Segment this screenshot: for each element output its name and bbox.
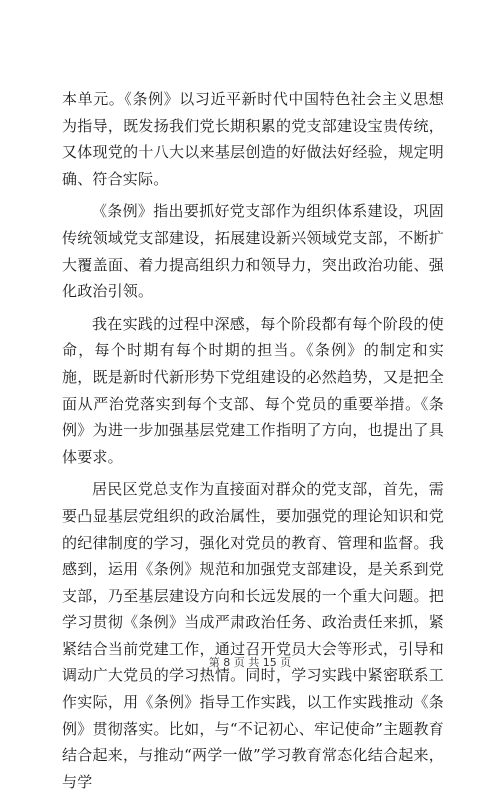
paragraph-4: 居民区党总支作为直接面对群众的党支部，首先，需要凸显基层党组织的政治属性，要加强党的理论知识和党的纪律制度的学习，强化对党员的教育、管理和监督。我感到，运用《条例》规范和加强党支部建设，是关系到党支部，乃至基层建设方向和长远发展的一个重大问题。把学习贯彻《条例》当成严肃政治任务、政治责任来抓，紧紧结合当前党建工作，通过召开党员大会等形式，引导和调动广大党员的学习热情。同时，学习实践中紧密联系工作实际，用《条例》指导工作实践，以工作实践推动《条例》贯彻落实。比如，与“不记初心、牢记使命”主题教育结合起来，与推动“两学一做”学习教育常态化结合起来，与学: [62, 480, 444, 791]
paragraph-3: 我在实践的过程中深感，每个阶段都有每个阶段的使命，每个时期有每个时期的担当。《条例》的制定和实施，既是新时代新形势下党组建设的必然趋势，又是把全面从严治党落实到每个支部、每个党员的重要举措。《条例》为进一步加强基层党建工作指明了方向，也提出了具体要求。: [62, 314, 444, 466]
paragraph-1: 本单元。《条例》以习近平新时代中国特色社会主义思想为指导，既发扬我们党长期积累的党支部建设宝贵传统，又体现党的十八大以来基层创造的好做法好经验，规定明确、符合实际。: [62, 90, 444, 188]
document-body: [62, 86, 444, 801]
paragraph-2: 《条例》指出要抓好党支部作为组织体系建设，巩固传统领域党支部建设，拓展建设新兴领域党支部，不断扩大覆盖面、着力提高组织力和领导力，突出政治功能、强化政治引领。: [62, 202, 444, 301]
page-footer: 第 8 页 共 15 页: [208, 656, 292, 669]
